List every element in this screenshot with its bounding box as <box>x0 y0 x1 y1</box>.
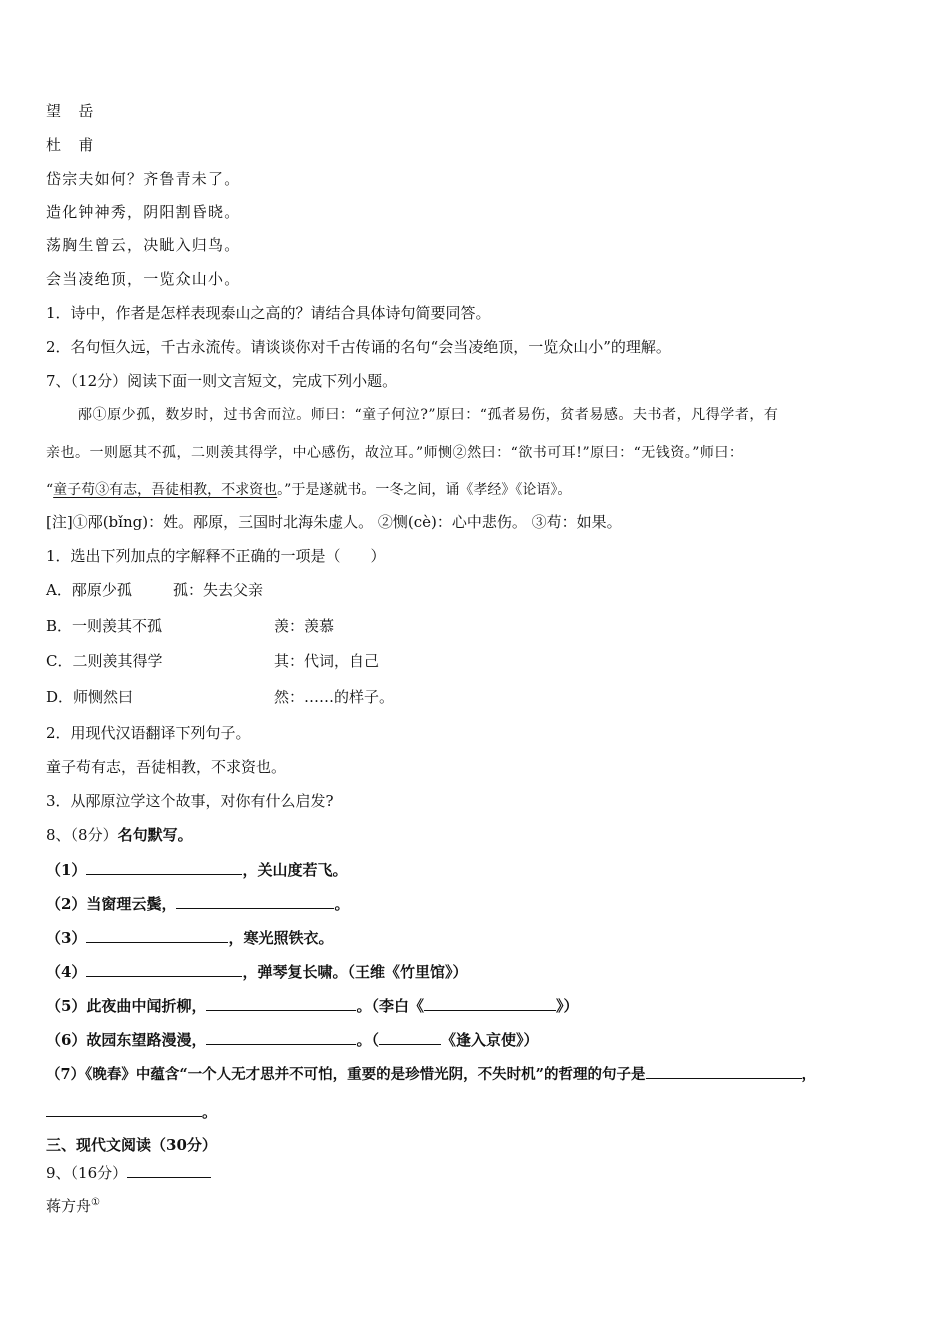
passage-author: 蒋方舟① <box>46 1197 100 1215</box>
q7-sub-question-3: 3．从邴原泣学这个故事，对你有什么启发? <box>46 792 334 810</box>
q8-item-7: （7）《晚春》中蕴含“一个人无才思并不可怕，重要的是珍惜光阴，不失时机”的哲理的句子是 ， <box>46 1063 816 1085</box>
answer-blank[interactable] <box>646 1063 802 1079</box>
poem-author: 杜 甫 <box>46 136 95 154</box>
poem-line: 造化钟神秀，阴阳割昏晓。 <box>46 203 241 221</box>
q9-heading: 9、（16分） <box>46 1162 211 1183</box>
q7-sub-question-2: 2．用现代汉语翻译下列句子。 <box>46 724 251 742</box>
option-b: B．一则羡其不孤 羡：羡慕 <box>46 617 335 635</box>
answer-blank[interactable] <box>86 961 242 977</box>
q7-passage-line: “童子苟③有志，吾徒相教，不求资也。”于是遂就书。一冬之间，诵《孝经》《论语》。 <box>46 482 572 498</box>
option-c: C．二则羡其得学 其：代词，自己 <box>46 652 380 670</box>
q8-item-5: （5）此夜曲中闻折柳， 。（李白《 》） <box>46 997 579 1015</box>
answer-blank[interactable] <box>206 1029 356 1045</box>
q8-item-1: （1） ，关山度若飞。 <box>46 861 348 879</box>
q7-translate-sentence: 童子苟有志，吾徒相教，不求资也。 <box>46 758 287 776</box>
q7-heading: 7、（12分）阅读下面一则文言短文，完成下列小题。 <box>46 372 398 390</box>
q7-passage-line: 邴①原少孤，数岁时，过书舍而泣。师曰：“童子何泣?”原曰：“孤者易伤，贫者易感。夫书者，凡得学者，有 <box>78 407 779 423</box>
answer-blank[interactable] <box>176 893 334 909</box>
underlined-sentence: 童子苟③有志，吾徒相教，不求资也 <box>53 482 278 498</box>
section-heading: 三、现代文阅读（30分） <box>46 1136 217 1154</box>
answer-blank[interactable] <box>46 1101 202 1117</box>
poem-line: 岱宗夫如何？齐鲁青未了。 <box>46 170 241 188</box>
q7-sub-question-1: 1．选出下列加点的字解释不正确的一项是（ ） <box>46 547 386 565</box>
answer-blank[interactable] <box>206 995 356 1011</box>
poem-line: 荡胸生曾云，决眦入归鸟。 <box>46 236 241 254</box>
poem-question-1: 1．诗中，作者是怎样表现泰山之高的？请结合具体诗句简要同答。 <box>46 304 491 322</box>
option-a: A．邴原少孤 孤：失去父亲 <box>46 581 264 599</box>
answer-blank[interactable] <box>424 995 556 1011</box>
q8-item-7-continued: 。 <box>46 1101 217 1122</box>
q8-heading: 8、（8分）名句默写。 <box>46 826 193 844</box>
q8-item-4: （4） ，弹琴复长啸。（王维《竹里馆》） <box>46 963 468 981</box>
answer-blank[interactable] <box>379 1029 441 1045</box>
q8-item-2: （2）当窗理云鬓， 。 <box>46 895 350 913</box>
q7-note: [注]①邴(bǐng)：姓。邴原，三国时北海朱虚人。 ②恻(cè)：心中悲伤。 ③苟：如果。 <box>46 513 622 531</box>
q8-item-3: （3） ，寒光照铁衣。 <box>46 929 334 947</box>
answer-blank[interactable] <box>86 859 242 875</box>
poem-title: 望 岳 <box>46 102 95 120</box>
q7-passage-line: 亲也。一则愿其不孤，二则羡其得学，中心感伤，故泣耳。”师恻②然曰：“欲书可耳!”原曰：“无钱资。”师曰： <box>46 445 744 461</box>
poem-question-2: 2．名句恒久远，千古永流传。请谈谈你对千古传诵的名句“会当凌绝顶，一览众山小”的理解。 <box>46 338 671 356</box>
poem-line: 会当凌绝顶，一览众山小。 <box>46 270 241 288</box>
answer-blank[interactable] <box>127 1162 211 1178</box>
answer-blank[interactable] <box>86 927 228 943</box>
option-d: D．师恻然曰 然：……的样子。 <box>46 688 395 706</box>
q8-item-6: （6）故园东望路漫漫， 。（ 《逢入京使》） <box>46 1031 539 1049</box>
